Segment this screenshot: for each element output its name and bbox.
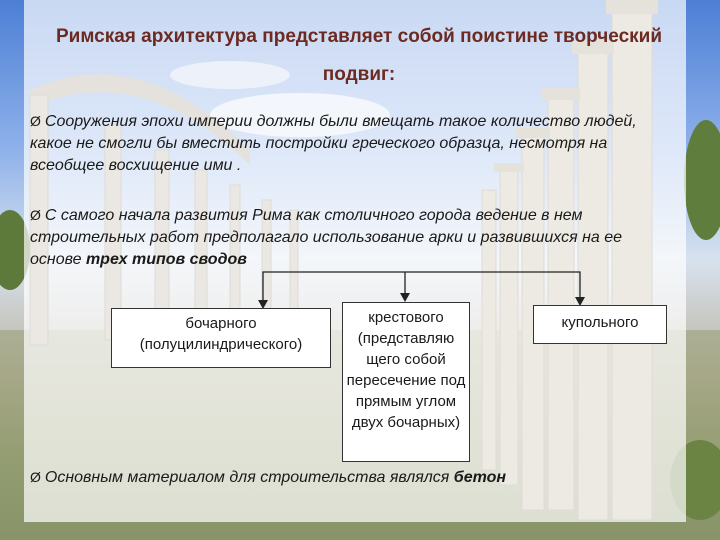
bullet-arrow-icon: Ø (30, 113, 41, 129)
paragraph-text: Основным материалом для строительства являлся (44, 469, 454, 486)
vault-note: (полуцилиндрического) (139, 336, 303, 353)
vault-box-cross (342, 302, 470, 462)
vault-name: крестового (368, 309, 444, 326)
vault-note: (представляю щего собой пересечение под прямым углом двух бочарных) (346, 330, 466, 431)
paragraph-concrete (30, 466, 670, 489)
paragraph-text: С самого начала развития Рима как столичного города ведение в нем строительных работ предполагало использование арки и развившихся на ее основе (30, 207, 623, 268)
paragraph-empire-buildings (30, 110, 670, 177)
slide-title: Римская архитектура представляет собой поистине творческий подвиг: (55, 26, 662, 85)
concrete-emphasis: бетон (453, 469, 507, 486)
vault-box-barrel (111, 308, 331, 368)
vault-name: купольного (561, 314, 639, 331)
paragraph-arches-vaults (30, 204, 670, 271)
vault-box-dome (533, 305, 667, 344)
vault-name: бочарного (185, 315, 257, 332)
paragraph-text: Сооружения эпохи империи должны были вмещать такое количество людей, какое не смогли бы вместить постройки греческого образца, несмотря на всеобщее восхищение ими . (30, 113, 637, 174)
three-vault-types-emphasis: трех типов сводов (85, 251, 247, 268)
bullet-arrow-icon: Ø (30, 469, 41, 485)
bullet-arrow-icon: Ø (30, 207, 41, 223)
